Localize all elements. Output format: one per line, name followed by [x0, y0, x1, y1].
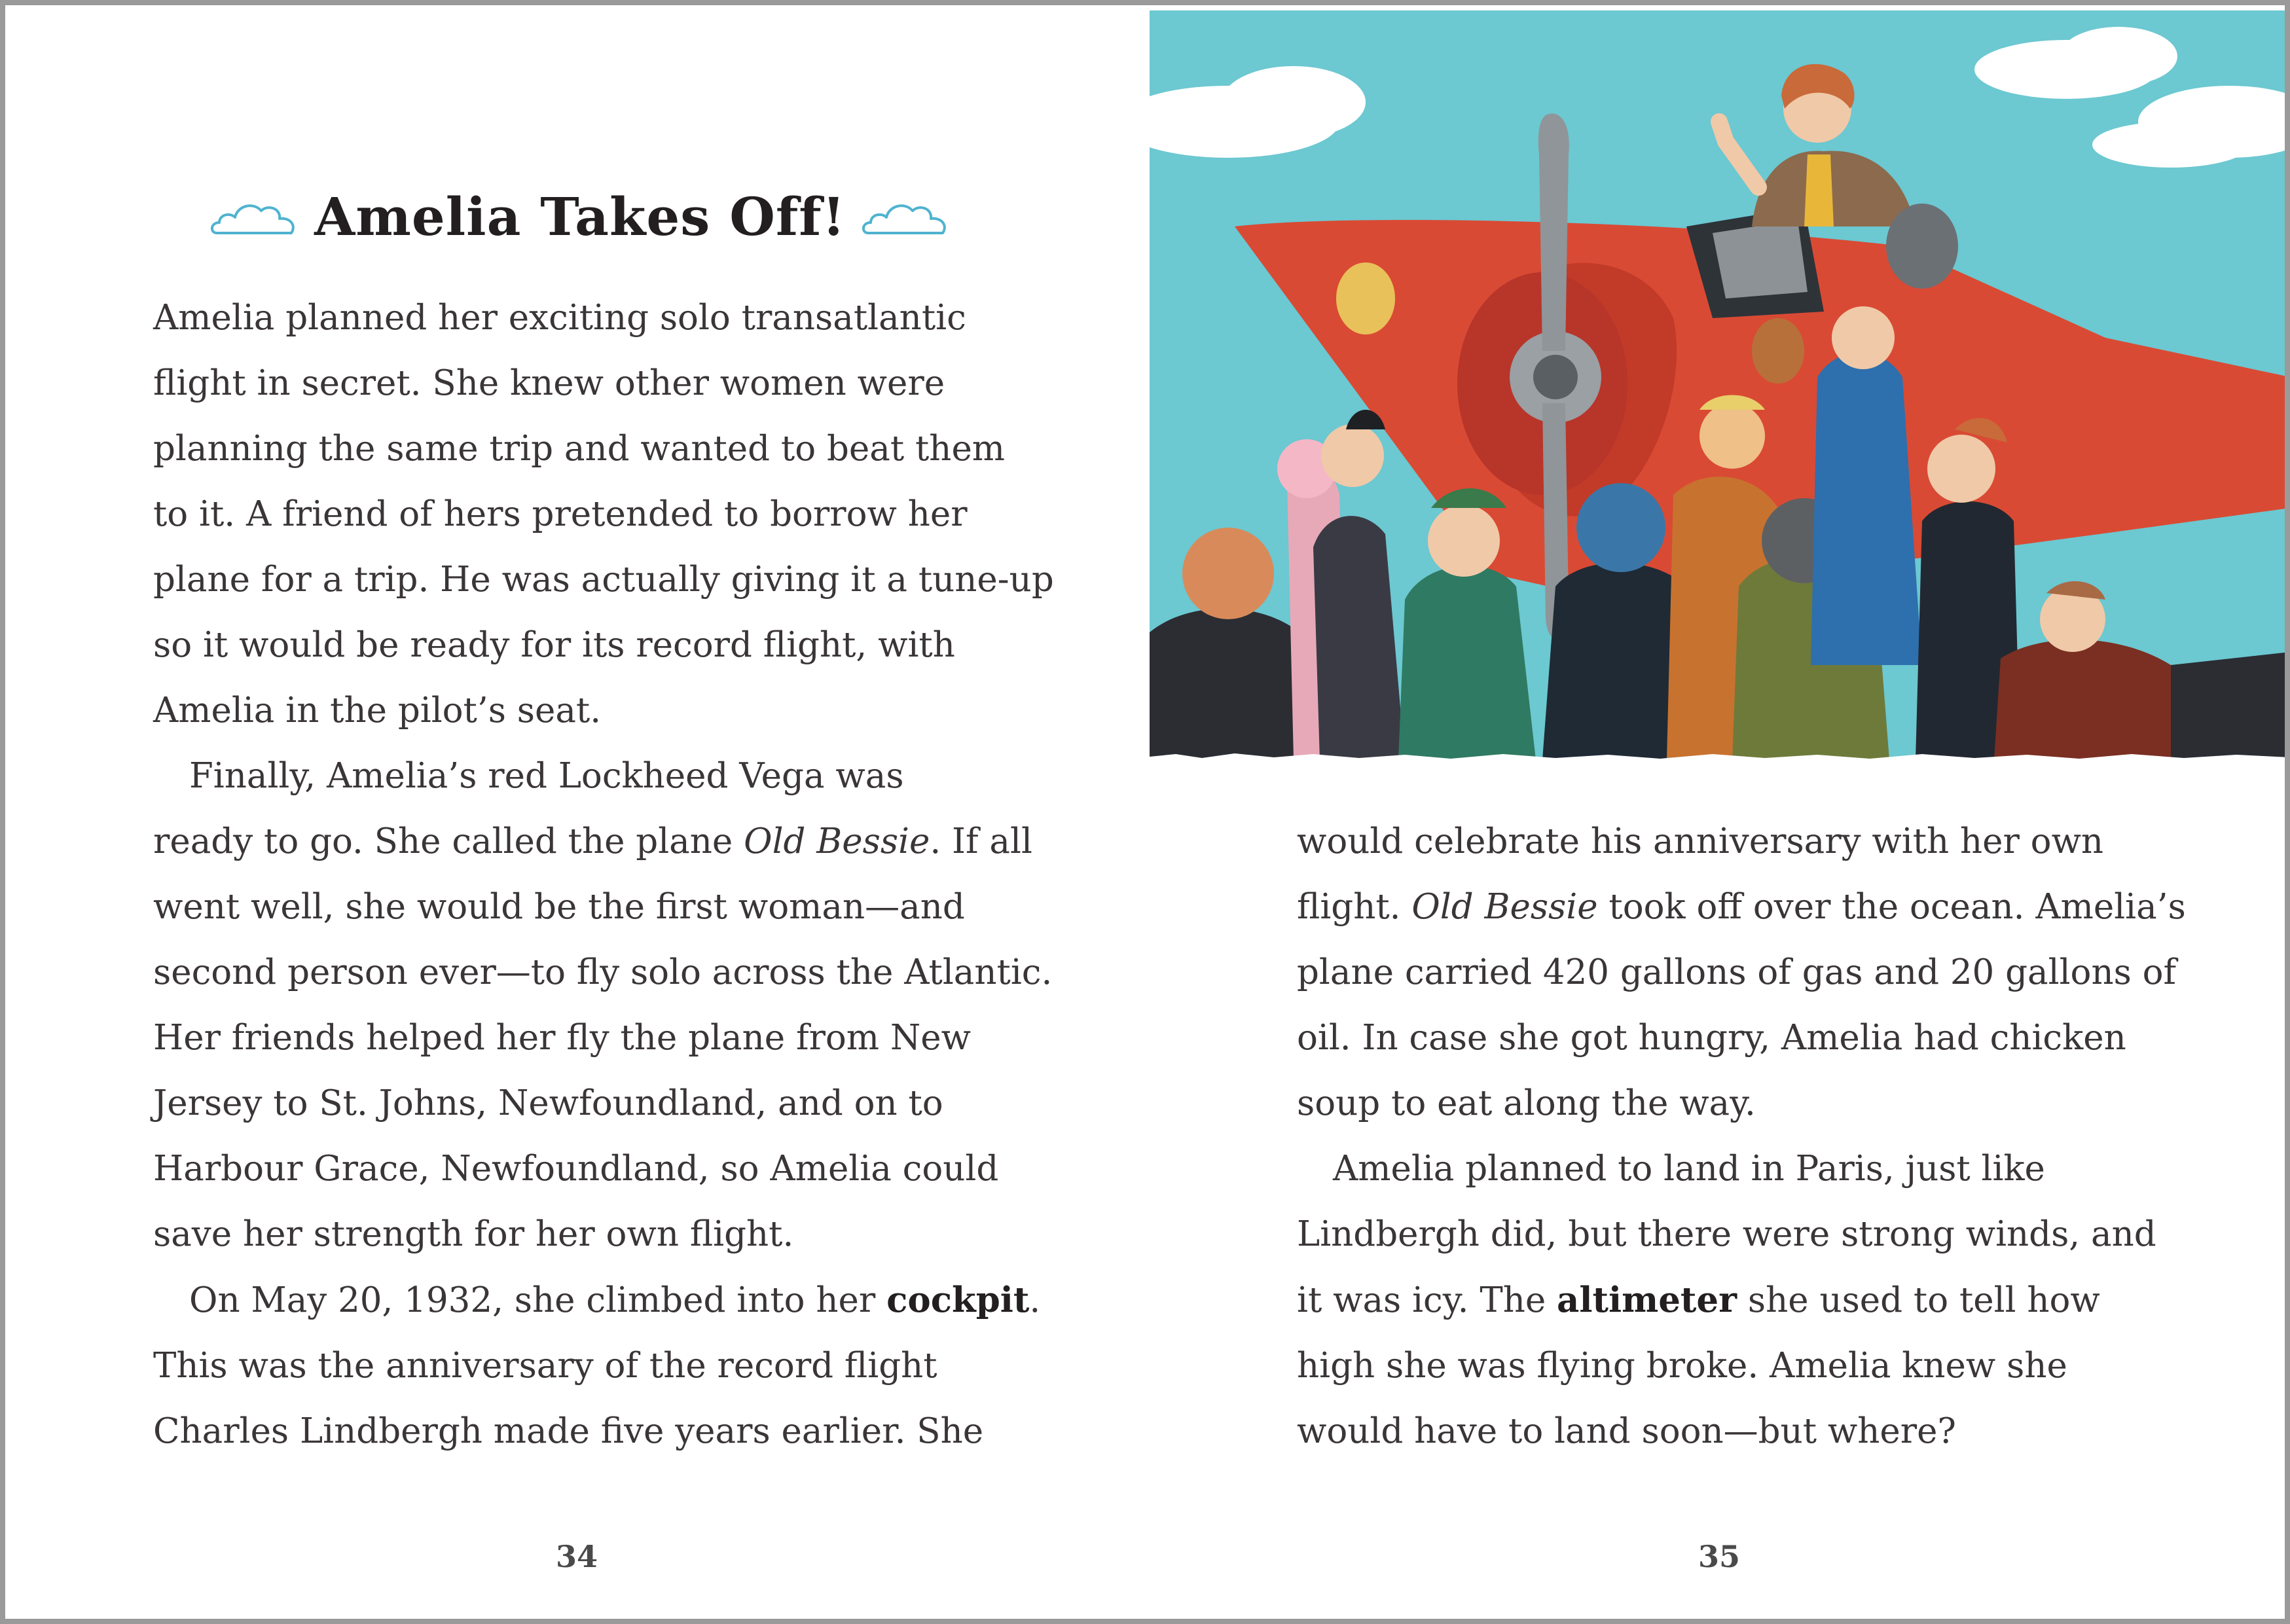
text-run: On May 20, 1932, she climbed into her: [189, 1280, 887, 1320]
text-line: would celebrate his anniversary with her own: [1297, 821, 2104, 861]
text-run: flight.: [1297, 887, 1412, 927]
text-line: plane for a trip. He was actually giving it a tune-up: [153, 560, 1054, 600]
crowd-plane-illustration: [1150, 10, 2290, 770]
text-run: ready to go. She called the plane: [153, 821, 744, 861]
text-line: would have to land soon—but where?: [1297, 1411, 1956, 1451]
text-line: soup to eat along the way.: [1297, 1083, 1756, 1123]
page-number-right: 35: [1698, 1539, 1740, 1574]
text-run: she used to tell how: [1737, 1280, 2100, 1320]
text-line: oil. In case she got hungry, Amelia had chicken: [1297, 1018, 2126, 1058]
plane-name-italic: Old Bessie: [744, 821, 930, 861]
cloud-left-icon: [210, 195, 299, 238]
text-line: Lindbergh did, but there were strong winds, and: [1297, 1214, 2156, 1254]
text-line: so it would be ready for its record flight, with: [153, 625, 955, 665]
text-line: Amelia planned to land in Paris, just like: [1333, 1149, 2045, 1189]
text-line: save her strength for her own flight.: [153, 1214, 794, 1254]
text-line: Amelia in the pilot’s seat.: [153, 691, 602, 731]
text-line: [1297, 875, 2186, 940]
text-line: high she was flying broke. Amelia knew she: [1297, 1346, 2067, 1386]
text-line: Her friends helped her fly the plane from New: [153, 1018, 972, 1058]
text-line: planning the same trip and wanted to beat them: [153, 429, 1006, 469]
text-line: second person ever—to fly solo across the Atlantic.: [153, 952, 1053, 992]
text-run: .: [1029, 1280, 1041, 1320]
plane-name-italic: Old Bessie: [1411, 887, 1598, 927]
chapter-title-row: [10, 174, 1150, 259]
text-line: Finally, Amelia’s red Lockheed Vega was: [189, 756, 904, 796]
torn-edge: [1150, 753, 2290, 770]
text-line: went well, she would be the first woman—and: [153, 887, 965, 927]
right-body-text: [1297, 809, 2186, 1464]
text-line: Harbour Grace, Newfoundland, so Amelia could: [153, 1149, 999, 1189]
text-line: plane carried 420 gallons of gas and 20 gallons of: [1297, 952, 2177, 992]
text-line: [153, 1267, 1054, 1333]
text-line: Jersey to St. Johns, Newfoundland, and on to: [153, 1083, 943, 1123]
text-line: flight in secret. She knew other women were: [153, 363, 945, 403]
text-line: to it. A friend of hers pretended to borrow her: [153, 494, 968, 534]
text-run: it was icy. The: [1297, 1280, 1557, 1320]
left-body-text: [153, 285, 1054, 1464]
text-run: took off over the ocean. Amelia’s: [1597, 887, 2186, 927]
text-run: . If all: [930, 821, 1032, 861]
right-page: [1150, 10, 2290, 1624]
text-line: [1297, 1267, 2186, 1333]
text-line: Amelia planned her exciting solo transatlantic: [153, 298, 966, 338]
cloud-right-icon: [862, 195, 950, 238]
left-page: [10, 10, 1150, 1624]
text-line: This was the anniversary of the record flight: [153, 1346, 937, 1386]
glossary-term-cockpit: cockpit: [886, 1280, 1030, 1320]
text-line: Charles Lindbergh made five years earlier. She: [153, 1411, 984, 1451]
page-number-left: 34: [555, 1539, 598, 1574]
text-line: [153, 809, 1054, 875]
chapter-title: Amelia Takes Off!: [314, 186, 846, 247]
glossary-term-altimeter: altimeter: [1557, 1280, 1737, 1320]
